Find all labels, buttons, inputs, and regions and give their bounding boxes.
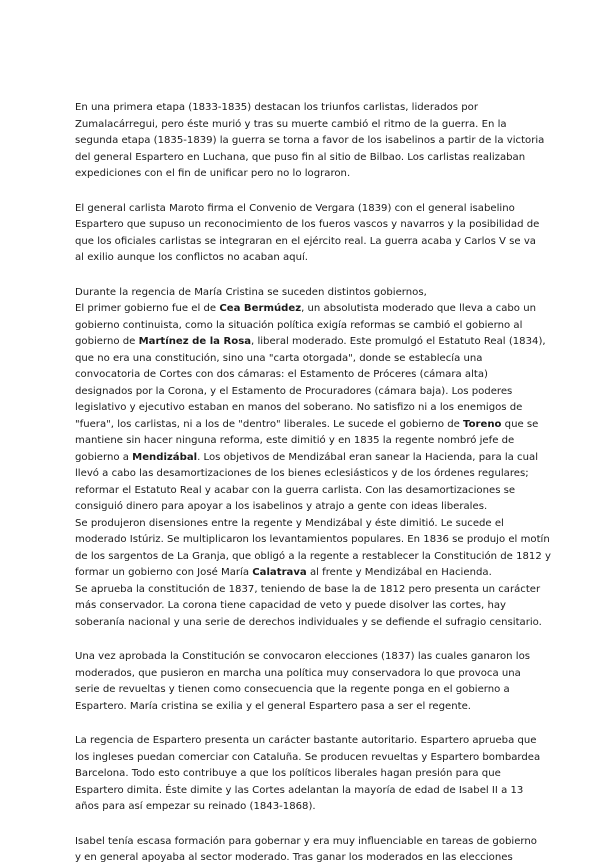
text-run: gobierno de bbox=[75, 336, 139, 347]
paragraph-regencia-maria-cristina bbox=[75, 285, 551, 632]
text-line: El general carlista Maroto firma el Convenio de Vergara (1839) con el general isabelino bbox=[75, 202, 515, 214]
text-line: La regencia de Espartero presenta un carácter bastante autoritario. Espartero aprueba que bbox=[75, 735, 537, 746]
text-line: que no era una constitución, sino una "carta otorgada", donde se establecía una bbox=[75, 352, 483, 364]
text-line: Espartero. María cristina se exilia y el general Espartero pasa a ser el regente. bbox=[75, 700, 471, 712]
text-line bbox=[75, 565, 540, 582]
text-line: Barcelona. Todo esto contribuye a que los políticos liberales hagan presión para que bbox=[75, 768, 501, 779]
text-line: Isabel tenía escasa formación para gobernar y era muy influenciable en tareas de gobierno bbox=[75, 835, 537, 847]
text-line: Espartero que supuso un reconocimiento de los fueros vascos y navarros y la posibilidad de bbox=[75, 219, 540, 230]
bold-name-toreno: Toreno bbox=[463, 418, 502, 430]
text-line: Una vez aprobada la Constitución se convocaron elecciones (1837) las cuales ganaron los bbox=[75, 651, 531, 662]
text-line: Zumalacárregui, pero éste murió y tras su muerte cambió el ritmo de la guerra. En la bbox=[75, 118, 507, 130]
text-line: Se aprueba la constitución de 1837, teniendo de base la de 1812 pero presenta un carácter bbox=[75, 583, 541, 595]
text-line: del general Espartero en Luchana, que puso fin al sitio de Bilbao. Los carlistas realizaban bbox=[75, 151, 526, 163]
text-line: llevó a cabo las desamortizaciones de los bienes eclesiásticos y de los órdenes regulares; bbox=[75, 468, 529, 479]
text-line: los ingleses puedan comerciar con Cataluña. Se producen revueltas y Espartero bombardea bbox=[75, 751, 541, 763]
text-run: , un absolutista moderado que lleva a cabo un bbox=[301, 303, 536, 314]
text-line bbox=[75, 417, 540, 434]
bold-name-martinez-de-la-rosa: Martínez de la Rosa bbox=[138, 336, 252, 347]
text-line: segunda etapa (1835-1839) la guerra se torna a favor de los isabelinos a partir de la victoria bbox=[75, 135, 545, 146]
bold-name-mendizabal: Mendizábal bbox=[132, 451, 198, 463]
text-run: formar un gobierno con José María bbox=[75, 567, 253, 578]
text-line: serie de revueltas y tienen como consecuencia que la regente ponga en el gobierno a bbox=[75, 684, 510, 695]
text-line bbox=[75, 334, 546, 351]
text-line: de los sargentos de La Granja, que obligó a la regente a restablecer la Constitución de 1812 y bbox=[75, 550, 551, 562]
text-line bbox=[75, 450, 540, 467]
bold-name-calatrava: Calatrava bbox=[252, 567, 307, 578]
text-line: mantiene sin hacer ninguna reforma, este dimitió y en 1835 la regente nombró jefe de bbox=[75, 435, 515, 446]
paragraph-elecciones-1837 bbox=[75, 649, 540, 715]
paragraph-regencia-espartero bbox=[75, 733, 540, 816]
text-line bbox=[75, 301, 540, 318]
text-run: El primer gobierno fue el de bbox=[75, 303, 220, 314]
text-line: moderados, que pusieron en marcha una política muy conservadora lo que provoca una bbox=[75, 667, 521, 679]
text-run: que se bbox=[501, 418, 539, 430]
paragraph-convenio-vergara bbox=[75, 201, 540, 267]
text-line: gobierno continuista, como la situación política exigía reformas se cambió el gobierno al bbox=[75, 319, 523, 331]
text-line: Espartero dimita. Éste dimite y las Cortes adelantan la mayoría de edad de Isabel II a 13 bbox=[75, 784, 524, 796]
text-line: expediciones con el fin de unificar pero no lo lograron. bbox=[75, 168, 351, 179]
text-run: "fuera", los carlistas, ni a los de "dentro" liberales. Le sucede el gobierno de bbox=[75, 418, 464, 430]
text-run: , liberal moderado. Este promulgó el Estatuto Real (1834), bbox=[251, 336, 546, 347]
paragraph-isabel-ii bbox=[75, 834, 540, 867]
text-line: que los oficiales carlistas se integraran en el ejército real. La guerra acaba y Carlos V se va bbox=[75, 235, 536, 247]
text-line: Se produjeron disensiones entre la regente y Mendizábal y éste dimitió. Le sucede el bbox=[75, 517, 504, 529]
text-line: Durante la regencia de María Cristina se suceden distintos gobiernos, bbox=[75, 286, 427, 298]
bold-name-cea-bermudez: Cea Bermúdez bbox=[219, 303, 302, 314]
text-line: y en general apoyaba al sector moderado. Tras ganar los moderados en las elecciones bbox=[75, 852, 513, 863]
text-run: al frente y Mendizábal en Hacienda. bbox=[306, 567, 492, 578]
text-line: años para así empezar su reinado (1843-1868). bbox=[75, 801, 316, 812]
text-run: gobierno a bbox=[75, 451, 133, 463]
text-line: moderado Istúriz. Se multiplicaron los levantamientos populares. En 1836 se produjo el motín bbox=[75, 534, 550, 545]
text-line: consiguió dinero para apoyar a los isabelinos y atrajo a gente con ideas liberales. bbox=[75, 501, 488, 512]
text-run: . Los objetivos de Mendizábal eran sanear la Hacienda, para la cual bbox=[197, 451, 538, 463]
paragraph-carlist-war-stages bbox=[75, 100, 545, 183]
text-line: al exilio aunque los conflictos no acaban aquí. bbox=[75, 252, 308, 263]
text-line: designados por la Corona, y el Estamento de Procuradores (cámara baja). Los poderes bbox=[75, 385, 513, 397]
text-line: reformar el Estatuto Real y acabar con la guerra carlista. Con las desamortizaciones se bbox=[75, 484, 516, 496]
text-line: convocatoria de Cortes con dos cámaras: el Estamento de Próceres (cámara alta) bbox=[75, 369, 488, 380]
text-line: legislativo y ejecutivo estaban en manos del soberano. No satisfizo ni a los enemigos de bbox=[75, 402, 523, 413]
text-line: más conservador. La corona tiene capacidad de veto y puede disolver las cortes, hay bbox=[75, 600, 507, 611]
text-line: En una primera etapa (1833-1835) destacan los triunfos carlistas, liderados por bbox=[75, 102, 479, 113]
text-line: soberanía nacional y una serie de derechos individuales y se defiende el sufragio censitario. bbox=[75, 616, 542, 628]
